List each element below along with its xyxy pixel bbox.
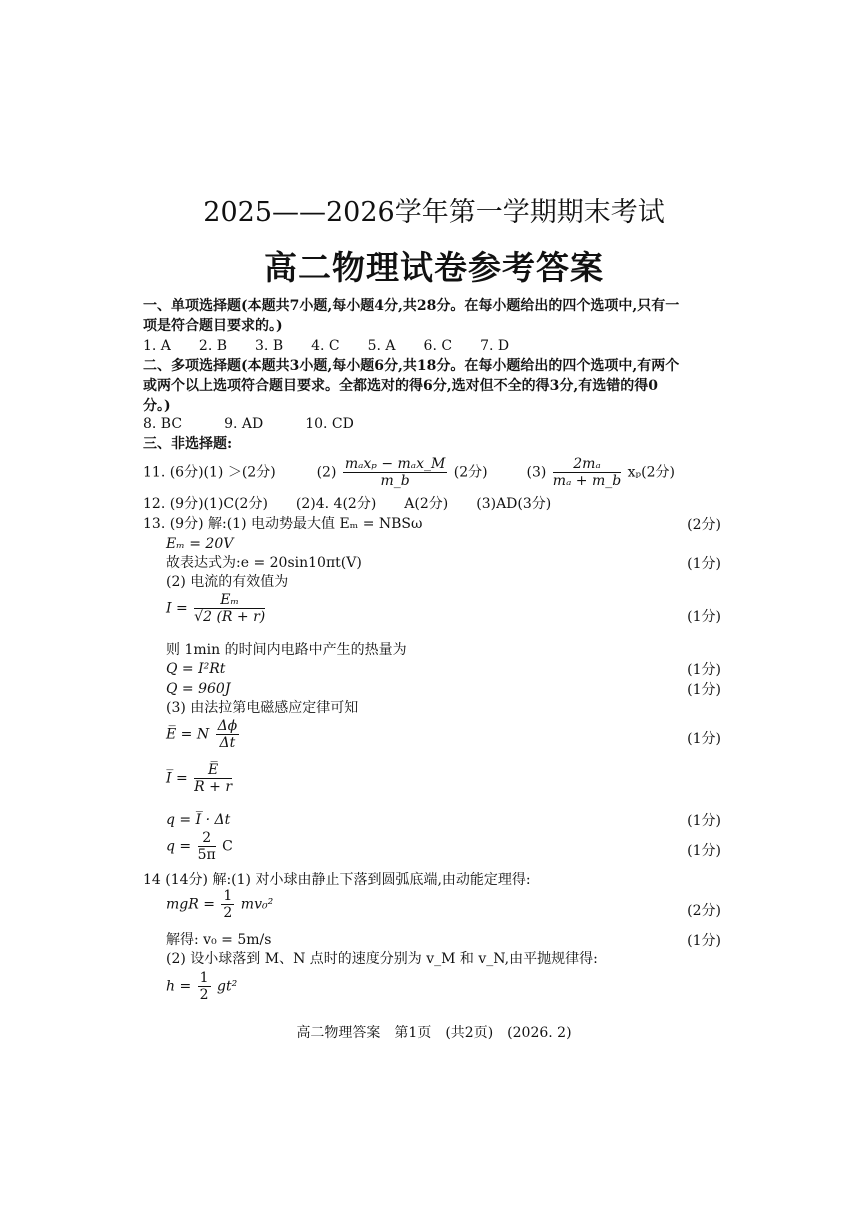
q11-p2-fraction [343, 456, 447, 489]
q11-p3-fraction [553, 456, 621, 489]
q14-l2-fraction [221, 888, 234, 921]
section1-intro-cont: 项是符合题目要求的。) [143, 318, 283, 334]
q14-l5-num: 1 [199, 970, 209, 986]
q13-l10-num: Δϕ [217, 718, 238, 734]
q14-l5-tail: gt² [217, 978, 238, 995]
section2-intro: 二、多项选择题(本题共3小题,每小题6分,共18分。在每小题给出的四个选项中,有两个 [143, 358, 680, 374]
q14-line4: (2) 设小球落到 M、N 点时的速度分别为 v_M 和 v_N,由平抛规律得: [166, 951, 598, 967]
q11-p2-label: (2) [316, 464, 337, 481]
q13-l5-den: √2 (R + r) [194, 609, 266, 625]
page-footer: 高二物理答案 第1页 (共2页) (2026. 2) [296, 1025, 572, 1041]
q13-line6: 则 1min 的时间内电路中产生的热量为 [166, 642, 407, 658]
q14-l2-tail: mv₀² [240, 896, 274, 913]
q13-line12: q = I̅ · Δt [166, 812, 231, 828]
q11-p3-label: (3) [526, 464, 547, 481]
q11-p2-points: (2分) [453, 464, 488, 481]
q13-line1-points: (2分) [687, 517, 721, 533]
q11-line [143, 456, 675, 489]
q13-charge-formula [166, 830, 233, 863]
q13-l13-num: 2 [198, 830, 216, 847]
q11-p3-num: 2mₐ [553, 456, 621, 473]
answer-title: 高二物理试卷参考答案 [264, 248, 604, 287]
q13-line5-points: (1分) [687, 609, 721, 625]
q14-l2-num: 1 [223, 888, 233, 904]
q13-l11-den: R + r [194, 779, 233, 795]
q13-l5-num: Eₘ [194, 592, 265, 609]
q11-p2-den: m_b [380, 473, 410, 489]
section1-answers: 1. A 2. B 3. B 4. C 5. A 6. C 7. D [143, 338, 510, 354]
section2-intro-end: 分。) [143, 398, 171, 414]
q13-line3-points: (1分) [687, 556, 721, 572]
section3-title: 三、非选择题: [143, 436, 233, 452]
q13-line4: (2) 电流的有效值为 [166, 574, 289, 590]
q13-line8: Q = 960J [166, 681, 231, 697]
q13-emf-formula [166, 718, 241, 751]
q13-l11-left: I̅ = [166, 770, 188, 787]
q14-line2-points: (2分) [687, 903, 721, 919]
exam-title: 2025——2026学年第一学期期末考试 [203, 197, 665, 228]
q14-fall-formula [166, 970, 237, 1003]
q13-line8-points: (1分) [687, 682, 721, 698]
q13-line7-points: (1分) [687, 662, 721, 678]
q13-line2: Eₘ = 20V [166, 536, 234, 552]
q14-line3-points: (1分) [687, 933, 721, 949]
q13-l10-den: Δt [219, 735, 236, 751]
q13-avg-current-formula [166, 762, 234, 795]
q13-line7: Q = I²Rt [166, 661, 226, 677]
q11-p2-num: mₐxₚ − mₐx_M [344, 456, 446, 472]
q13-l5-left: I = [166, 600, 188, 617]
q14-l5-den: 2 [199, 987, 209, 1003]
q14-l5-fraction [198, 970, 211, 1003]
q13-l11-num: E̅ [194, 762, 232, 779]
q13-l13-fraction [198, 830, 216, 863]
q13-line1: 13. (9分) 解:(1) 电动势最大值 Eₘ = NBSω [143, 516, 423, 532]
q13-l13-left: q = [166, 838, 192, 855]
q13-l13-den: 5π [197, 847, 216, 863]
q13-l5-fraction [194, 592, 265, 625]
q14-l5-left: h = [166, 978, 192, 995]
q11-p3-tail: xₚ(2分) [627, 464, 675, 481]
q13-line10-points: (1分) [687, 731, 721, 747]
section2-intro-cont: 或两个以上选项符合题目要求。全都选对的得6分,选对但不全的得3分,有选错的得0 [143, 378, 658, 394]
q12-line: 12. (9分)(1)C(2分) (2)4. 4(2分) A(2分) (3)AD(3分) [143, 496, 552, 512]
section1-intro: 一、单项选择题(本题共7小题,每小题4分,共28分。在每小题给出的四个选项中,只有一 [143, 298, 680, 314]
q13-line3: 故表达式为:e = 20sin10πt(V) [166, 555, 362, 571]
q13-l10-left: E̅ = N [166, 726, 210, 743]
q11-p3-den: mₐ + m_b [552, 473, 622, 489]
q14-l2-den: 2 [223, 905, 233, 921]
q14-line3: 解得: v₀ = 5m/s [166, 932, 272, 948]
q13-line13-points: (1分) [687, 843, 721, 859]
q13-l11-fraction [194, 762, 232, 795]
section2-answers: 8. BC 9. AD 10. CD [143, 416, 354, 432]
q13-line12-points: (1分) [687, 813, 721, 829]
q13-l10-fraction [216, 718, 240, 751]
q13-line9: (3) 由法拉第电磁感应定律可知 [166, 700, 359, 716]
q14-l2-left: mgR = [166, 896, 215, 913]
q14-line1: 14 (14分) 解:(1) 对小球由静止下落到圆弧底端,由动能定理得: [143, 872, 531, 888]
q13-current-formula [166, 592, 267, 625]
q11-prefix: 11. (6分)(1) ＞(2分) [143, 464, 276, 481]
q13-l13-tail: C [222, 838, 233, 855]
q14-energy-formula [166, 888, 273, 921]
